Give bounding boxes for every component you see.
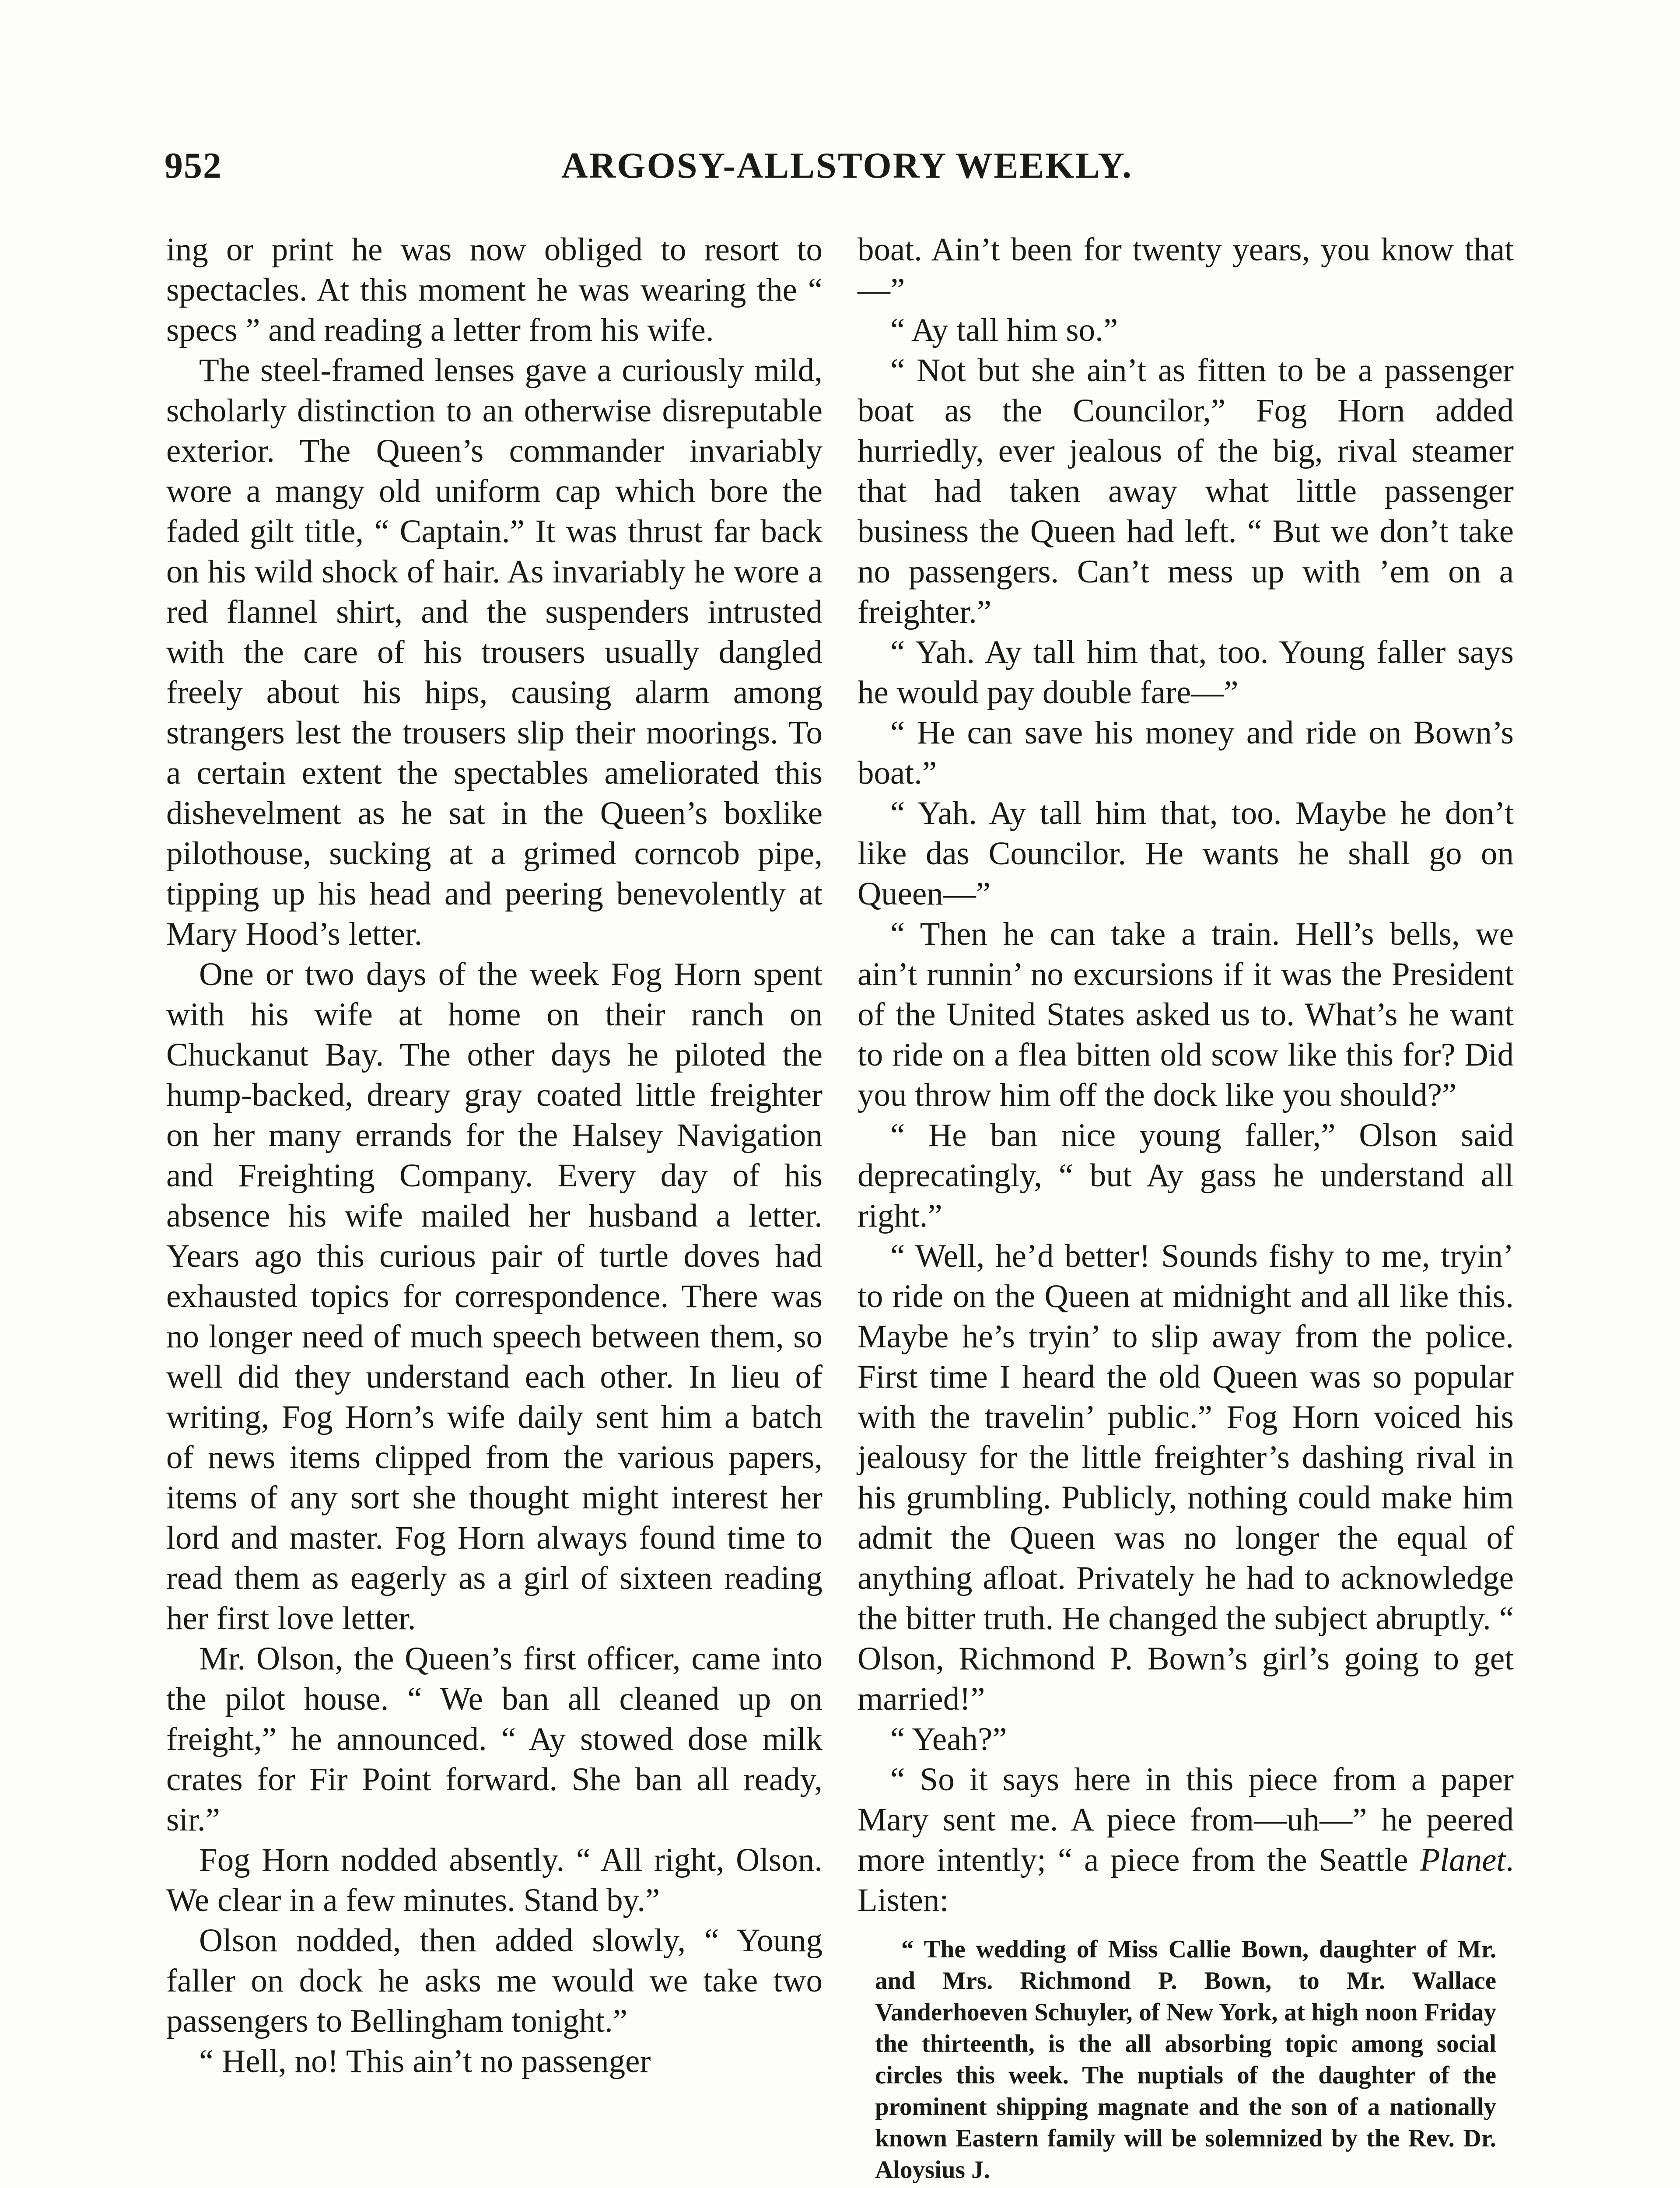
paragraph: “ Yeah?” [890, 1721, 1007, 1757]
paragraph: “ He ban nice young faller,” Olson said deprecatingly, “ but Ay gass he understand all right.” [858, 1117, 1514, 1234]
paragraph: “ Ay tall him so.” [890, 312, 1118, 348]
paragraph: One or two days of the week Fog Horn spent with his wife at home on their ranch on Chuckanut Bay. The other days he piloted the hump-backed, dreary gray coated little freighter on her many errands for the Halsey Navigation and Freighting Company. Every day of his absence his wife mailed her husband a letter. Years ago this curious pair of turtle doves had exhausted topics for correspondence. There was no longer need of much speech between them, so well did they understand each other. In lieu of writing, Fog Horn’s wife daily sent him a batch of news items clipped from the various papers, items of any sort she thought might interest her lord and master. Fog Horn always found time to read them as eagerly as a girl of sixteen reading her first love letter. [166, 956, 822, 1637]
paragraph: “ Not but she ain’t as fitten to be a passenger boat as the Councilor,” Fog Horn added hurriedly, ever jealous of the big, rival steamer that had taken away what little passenger business the Queen had left. “ But we don’t take no passengers. Can’t mess up with ’em on a freighter.” [858, 352, 1514, 630]
page-header [164, 144, 1530, 206]
text-span: . Listen: [858, 1842, 1514, 1918]
paragraph: The steel-framed lenses gave a curiously mild, scholarly distinction to an otherwise disreputable exterior. The Queen’s commander invariably wore a mangy old uniform cap which bore the faded gilt title, “ Captain.” It was thrust far back on his wild shock of hair. As invariably he wore a red flannel shirt, and the suspenders intrusted with the care of his trousers usually dangled freely about his hips, causing alarm among strangers lest the trousers slip their moorings. To a certain extent the spectables ameliorated this dishevelment as he sat in the Queen’s boxlike pilothouse, sucking at a grimed corncob pipe, tipping up his head and peering benevolently at Mary Hood’s letter. [166, 352, 822, 952]
paragraph: “ He can save his money and ride on Bown’s boat.” [858, 715, 1514, 791]
right-column [858, 230, 1514, 2186]
page-number: 952 [164, 145, 222, 186]
paragraph: Olson nodded, then added slowly, “ Young faller on dock he asks me would we take two passengers to Bellingham tonight.” [166, 1922, 822, 2039]
paragraph: “ Well, he’d better! Sounds fishy to me, tryin’ to ride on the Queen at midnight and all like this. Maybe he’s tryin’ to slip away from the police. First time I heard the old Queen was so popular with the travelin’ public.” Fog Horn voiced his jealousy for the little freighter’s dashing rival in his grumbling. Publicly, nothing could make him admit the Queen was no longer the equal of anything afloat. Privately he had to acknowledge the bitter truth. He changed the subject abruptly. “ Olson, Richmond P. Bown’s girl’s going to get married!” [858, 1238, 1514, 1717]
paragraph: boat. Ain’t been for twenty years, you know that—” [858, 231, 1514, 308]
paragraph: “ Yah. Ay tall him that, too. Maybe he don’t like das Councilor. He wants he shall go on Queen—” [858, 795, 1514, 912]
quoted-clipping: “ The wedding of Miss Callie Bown, daughter of Mr. and Mrs. Richmond P. Bown, to Mr. Wallace Vanderhoeven Schuyler, of New York, at high noon Friday the thirteenth, is the all absorbing topic among social circles this week. The nuptials of the daughter of the prominent shipping magnate and the son of a nationally known Eastern family will be solemnized by the Rev. Dr. Aloysius J. [875, 1936, 1496, 2184]
paragraph: Fog Horn nodded absently. “ All right, Olson. We clear in a few minutes. Stand by.” [166, 1842, 822, 1918]
text-span: “ So it says here in this piece from a paper Mary sent me. A piece from—uh—” he peered more intently; “ a piece from the Seattle [858, 1761, 1514, 1878]
paragraph: “ Hell, no! This ain’t no passenger [199, 2043, 651, 2079]
running-title: ARGOSY-ALLSTORY WEEKLY. [561, 145, 1133, 186]
left-column [166, 230, 822, 2082]
paragraph: Mr. Olson, the Queen’s first officer, came into the pilot house. “ We ban all cleaned up on freight,” he announced. “ Ay stowed dose milk crates for Fir Point forward. She ban all ready, sir.” [166, 1641, 822, 1838]
paragraph: “ Then he can take a train. Hell’s bells, we ain’t runnin’ no excursions if it was the President of the United States asked us to. What’s he want to ride on a flea bitten old scow like this for? Did you throw him off the dock like you should?” [858, 916, 1514, 1113]
paragraph: ing or print he was now obliged to resort to spectacles. At this moment he was wearing the “ specs ” and reading a letter from his wife. [166, 231, 822, 348]
paragraph [858, 1760, 1514, 1921]
paragraph: “ Yah. Ay tall him that, too. Young faller says he would pay double fare—” [858, 634, 1514, 711]
newspaper-name: Planet [1420, 1842, 1506, 1878]
